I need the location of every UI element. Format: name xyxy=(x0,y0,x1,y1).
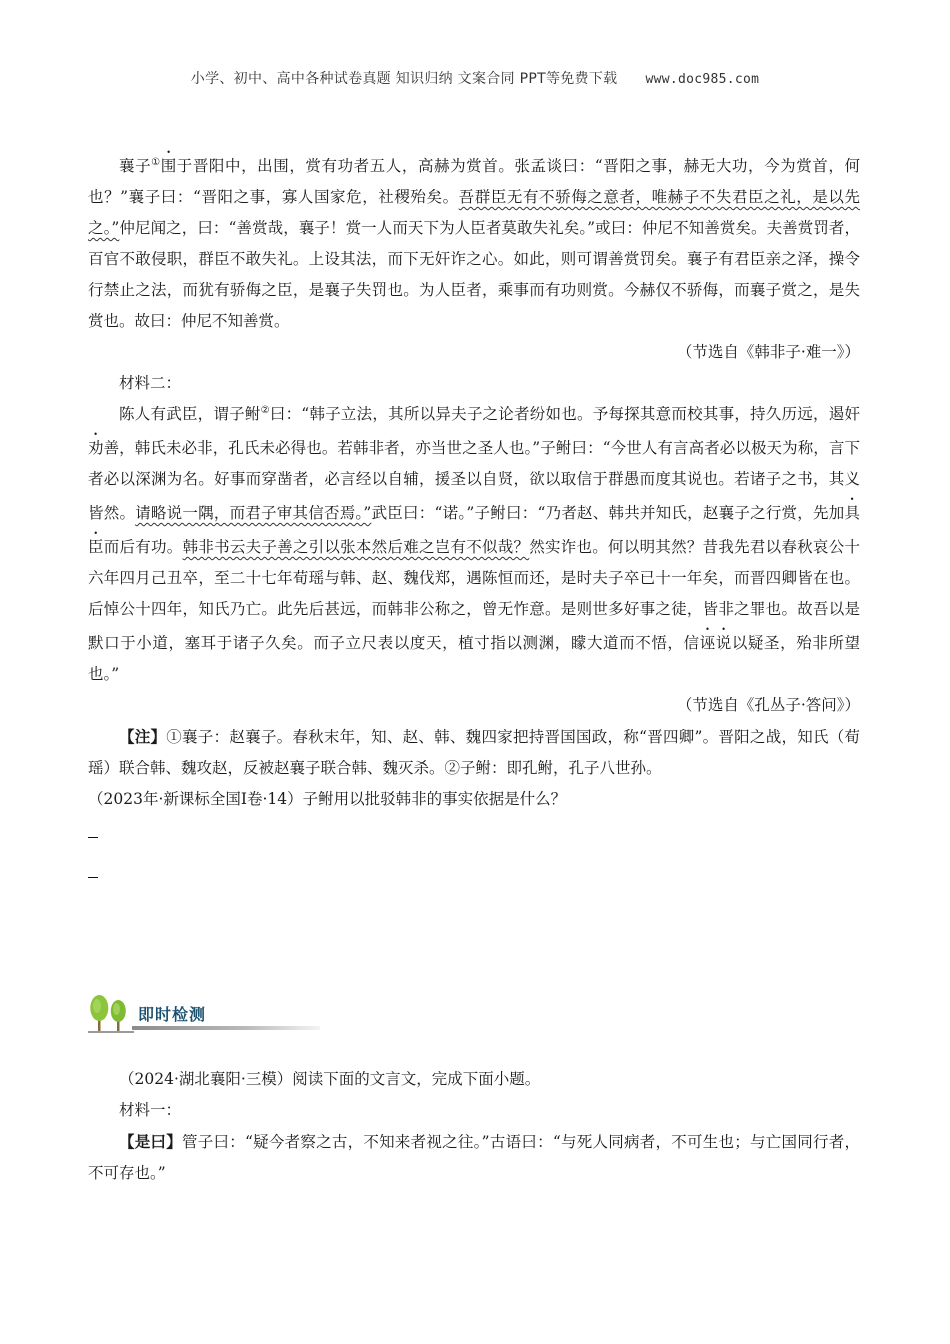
text-segment: 仲尼闻之，曰：“善赏哉，襄子！赏一人而天下为人臣者莫敢失礼矣。”或曰：仲尼不知善赏矣。夫善赏罚者，百官不敢侵职，群臣不敢失礼。上设其法，而下无奸诈之心。如此，则可谓善赏罚矣。襄子有君臣亲之泽，操令行禁止之法，而犹有骄侮之臣，是襄子失罚也。为人臣者，乘事而有功则赏。今赫仅不骄侮，而襄子赏之，是失赏也。故曰：仲尼不知善赏。 xyxy=(88,219,860,330)
exercise-intro: （2024·湖北襄阳·三模）阅读下面的文言文，完成下面小题。 xyxy=(119,1070,541,1088)
material1-source: （节选自《韩非子·难一》） xyxy=(676,343,860,361)
document-body xyxy=(88,148,860,895)
text-segment: 襄子 xyxy=(119,157,152,175)
banner-title: 即时检测 xyxy=(138,1005,207,1024)
exercise-text: 管子曰：“疑今者察之古，不知来者视之往。”古语曰：“与死人同病者，不可生也；与亡国同行者，不可存也。” xyxy=(88,1133,860,1182)
text-segment: 武臣曰：“诺。”子鲋曰：“乃者赵、韩共并知氏，赵襄子之行赏，先加 xyxy=(371,504,845,522)
wavy-underlined-sentence: 请略说一隅，而君子审其信否焉。” xyxy=(135,504,372,522)
wavy-underlined-sentence: 韩非书云夫子善之引以张本然后难之岂有不似哉？ xyxy=(182,538,530,556)
exercise-material1-paragraph xyxy=(88,1126,860,1189)
material2-paragraph xyxy=(88,399,860,690)
text-segment: 而后有功。 xyxy=(103,538,183,556)
footnote-marker: ① xyxy=(151,156,161,168)
text-segment: 于晋阳中，出围，赏有功者五人，高赫为赏首。张孟谈曰：“晋阳之事，赫无大功，今为赏首，何也？”襄子曰：“晋阳之事，寡人国家危，社稷殆矣。 xyxy=(88,157,860,206)
note-paragraph xyxy=(88,721,860,784)
page-header xyxy=(0,68,950,88)
footnote-marker: ② xyxy=(260,404,270,416)
header-text: 小学、初中、高中各种试卷真题 知识归纳 文案合同 PPT等免费下载 xyxy=(190,71,618,87)
section-banner xyxy=(88,994,238,1034)
material2-source: （节选自《孔丛子·答问》） xyxy=(676,696,860,714)
answer-line-2[interactable] xyxy=(88,855,860,895)
tree-icon xyxy=(88,994,134,1034)
emphasis-dot-word: 诬说 xyxy=(699,634,732,652)
material2-label: 材料二： xyxy=(119,374,182,392)
banner-underline xyxy=(132,1026,320,1030)
emphasis-dot-word: 具臣 xyxy=(88,504,860,556)
wavy-underlined-sentence: 吾群臣无有不骄侮之意者，唯赫子不失君臣之礼，是以先之。” xyxy=(88,188,860,237)
question-text: （2023年·新课标全国Ⅰ卷·14）子鲋用以批驳韩非的事实依据是什么？ xyxy=(88,790,567,808)
exercise-tag: 【是曰】 xyxy=(119,1132,182,1151)
emphasis-dot-word: 围 xyxy=(160,157,177,175)
note-text: ①襄子：赵襄子。春秋末年，知、赵、韩、魏四家把持晋国国政，称“晋四卿”。晋阳之战，知氏（荀瑶）联合韩、魏攻赵，反被赵襄子联合韩、魏灭杀。②子鲋：即孔鲋，孔子八世孙。 xyxy=(88,728,860,777)
text-segment: 善，韩氏未必非，孔氏未必得也。若韩非者，亦当世之圣人也。”子鲋曰：“今世人有言高者必以极天为称，言下者必以深渊为名。好事而穿凿者，必言经以自辅，援圣以自贤，欲以取信于群愚而度其说也。若诸子之书，其义皆然。 xyxy=(88,439,860,522)
exercise-material1-label: 材料一： xyxy=(119,1101,182,1119)
text-segment: 然实诈也。何以明其然？昔我先君以春秋哀公十六年四月己丑卒，至二十七年荀瑶与韩、赵、魏伐郑，遇陈恒而还，是时夫子卒已十一年矣，而晋四卿皆在也。后悼公十四年，知氏乃亡。此先后甚远，而韩非公称之，曾无怍意。是则世多好事之徒，皆非之罪也。故吾以是默口于小道，塞耳于诸子久矣。而子立尺表以度天，植寸指以测渊，矇大道而不悟，信 xyxy=(88,538,860,652)
note-label: 【注】 xyxy=(119,727,167,746)
emphasis-dot-word: 劝 xyxy=(88,439,104,457)
exercise-section xyxy=(88,1064,860,1189)
header-url[interactable]: www.doc985.com xyxy=(645,72,760,87)
text-segment: 陈人有武臣，谓子鲋 xyxy=(119,405,261,423)
text-segment: 以疑圣，殆非所望也。” xyxy=(88,634,860,683)
text-segment: 曰：“韩子立法，其所以异夫子之论者纷如也。予每探其意而校其事，持久历远，遏奸 xyxy=(269,405,860,423)
answer-line-1[interactable] xyxy=(88,815,860,855)
material1-paragraph xyxy=(88,148,860,337)
